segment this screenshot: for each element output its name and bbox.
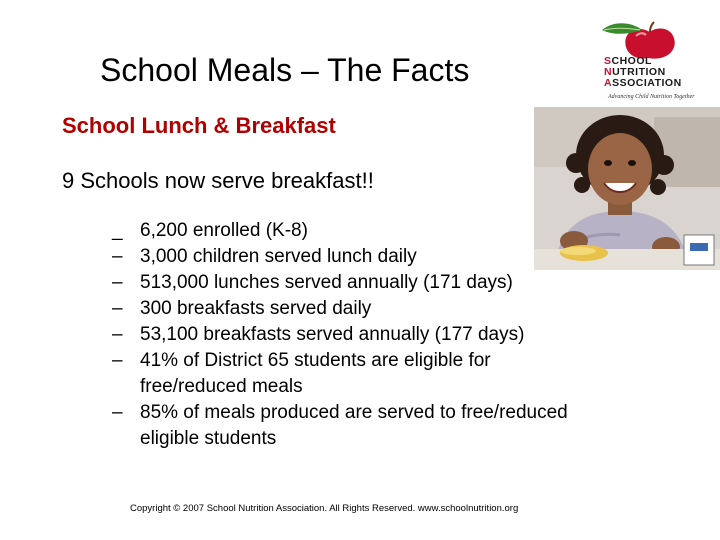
- bullet-dash: _: [112, 220, 123, 241]
- copyright-footer: Copyright © 2007 School Nutrition Association. All Rights Reserved. www.schoolnutrition.org: [130, 503, 519, 514]
- logo-wordmark: SCHOOL NUTRITION ASSOCIATION: [604, 55, 682, 89]
- bullet-dash: –: [112, 324, 123, 345]
- list-item-text: 41% of District 65 students are eligible for free/reduced meals: [140, 350, 491, 397]
- list-item: [112, 296, 672, 322]
- list-item: [112, 322, 672, 348]
- bullet-dash: –: [112, 272, 123, 293]
- bullet-dash: –: [112, 246, 123, 267]
- bullet-dash: –: [112, 350, 123, 371]
- facts-list: [112, 218, 672, 452]
- list-item: [112, 400, 672, 452]
- breakfast-schools-lead: 9 Schools now serve breakfast!!: [62, 168, 374, 193]
- school-nutrition-association-logo: [596, 18, 706, 108]
- list-item-text: 6,200 enrolled (K-8): [140, 220, 308, 241]
- bullet-dash: –: [112, 298, 123, 319]
- list-item-text: 85% of meals produced are served to free/reduced eligible students: [140, 402, 568, 449]
- list-item: [112, 244, 672, 270]
- list-item-text: 300 breakfasts served daily: [140, 298, 372, 319]
- list-item: [112, 218, 672, 244]
- slide-subtitle: School Lunch & Breakfast: [62, 113, 336, 138]
- list-item: [112, 270, 672, 296]
- list-item: [112, 348, 672, 400]
- list-item-text: 53,100 breakfasts served annually (177 days): [140, 324, 525, 345]
- slide-title: School Meals – The Facts: [100, 52, 470, 88]
- list-item-text: 513,000 lunches served annually (171 days): [140, 272, 513, 293]
- bullet-dash: –: [112, 402, 123, 423]
- logo-tagline: Advancing Child Nutrition Together: [608, 94, 695, 100]
- list-item-text: 3,000 children served lunch daily: [140, 246, 417, 267]
